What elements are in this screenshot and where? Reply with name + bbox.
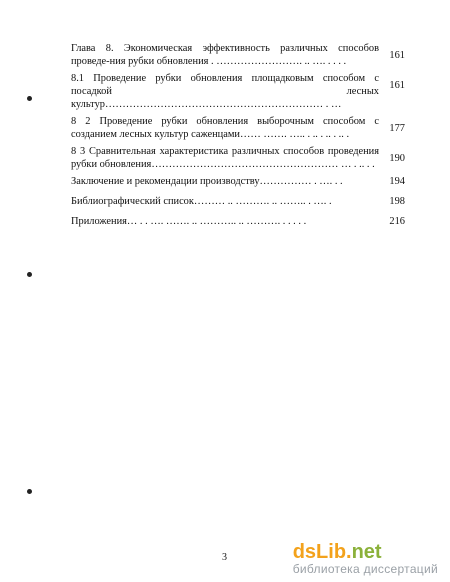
binding-hole-mark — [27, 272, 32, 277]
toc-entry-page: 161 — [389, 80, 405, 91]
watermark-logo-tld: net — [351, 541, 382, 563]
table-of-contents — [71, 42, 405, 232]
toc-entry-text: 8.1 Проведение рубки обновления площадковым способом с посадкой лесных культур……………………………………………………… . … — [71, 73, 379, 110]
toc-entry-8-2[interactable] — [71, 115, 405, 141]
watermark-logo-main: dsLib. — [292, 541, 352, 563]
toc-entry-conclusion[interactable] — [71, 175, 405, 188]
toc-entry-text: 8 3 Сравнительная характеристика различных способов проведения рубки обновления……………………………………………… … . .. . . — [71, 146, 379, 170]
toc-entry-8-1[interactable] — [71, 72, 405, 111]
toc-entry-text: Приложения… . . …. ……. .. ……….. .. ………. . . . . . — [71, 216, 307, 227]
toc-entry-page: 194 — [389, 176, 405, 187]
toc-entry-chapter-8[interactable] — [71, 42, 405, 68]
watermark-logo — [293, 542, 438, 562]
toc-entry-text: Глава 8. Экономическая эффективность различных способов проведе-ния рубки обновления . ……………………. .. …. . . . . — [71, 43, 379, 67]
toc-entry-text: Заключение и рекомендации производству…………… . …. . . — [71, 176, 343, 187]
binding-hole-mark — [27, 96, 32, 101]
toc-entry-appendices[interactable] — [71, 215, 405, 228]
toc-entry-bibliography[interactable] — [71, 195, 405, 208]
toc-entry-page: 216 — [389, 216, 405, 227]
binding-hole-mark — [27, 489, 32, 494]
toc-entry-page: 198 — [389, 196, 405, 207]
toc-entry-page: 177 — [389, 123, 405, 134]
toc-entry-page: 190 — [389, 153, 405, 164]
toc-entry-8-3[interactable] — [71, 145, 405, 171]
watermark-tagline: библиотека диссертаций — [292, 562, 438, 576]
toc-entry-text: Библиографический список……… .. ………. .. …….. . …. . — [71, 196, 332, 207]
page-number: 3 — [222, 552, 227, 563]
toc-entry-text: 8 2 Проведение рубки обновления выборочным способом с созданием лесных культур саженцами…… ……. ….. . .. . .. . .. . — [71, 116, 379, 140]
toc-entry-page: 161 — [389, 50, 405, 61]
site-watermark[interactable] — [293, 542, 438, 576]
